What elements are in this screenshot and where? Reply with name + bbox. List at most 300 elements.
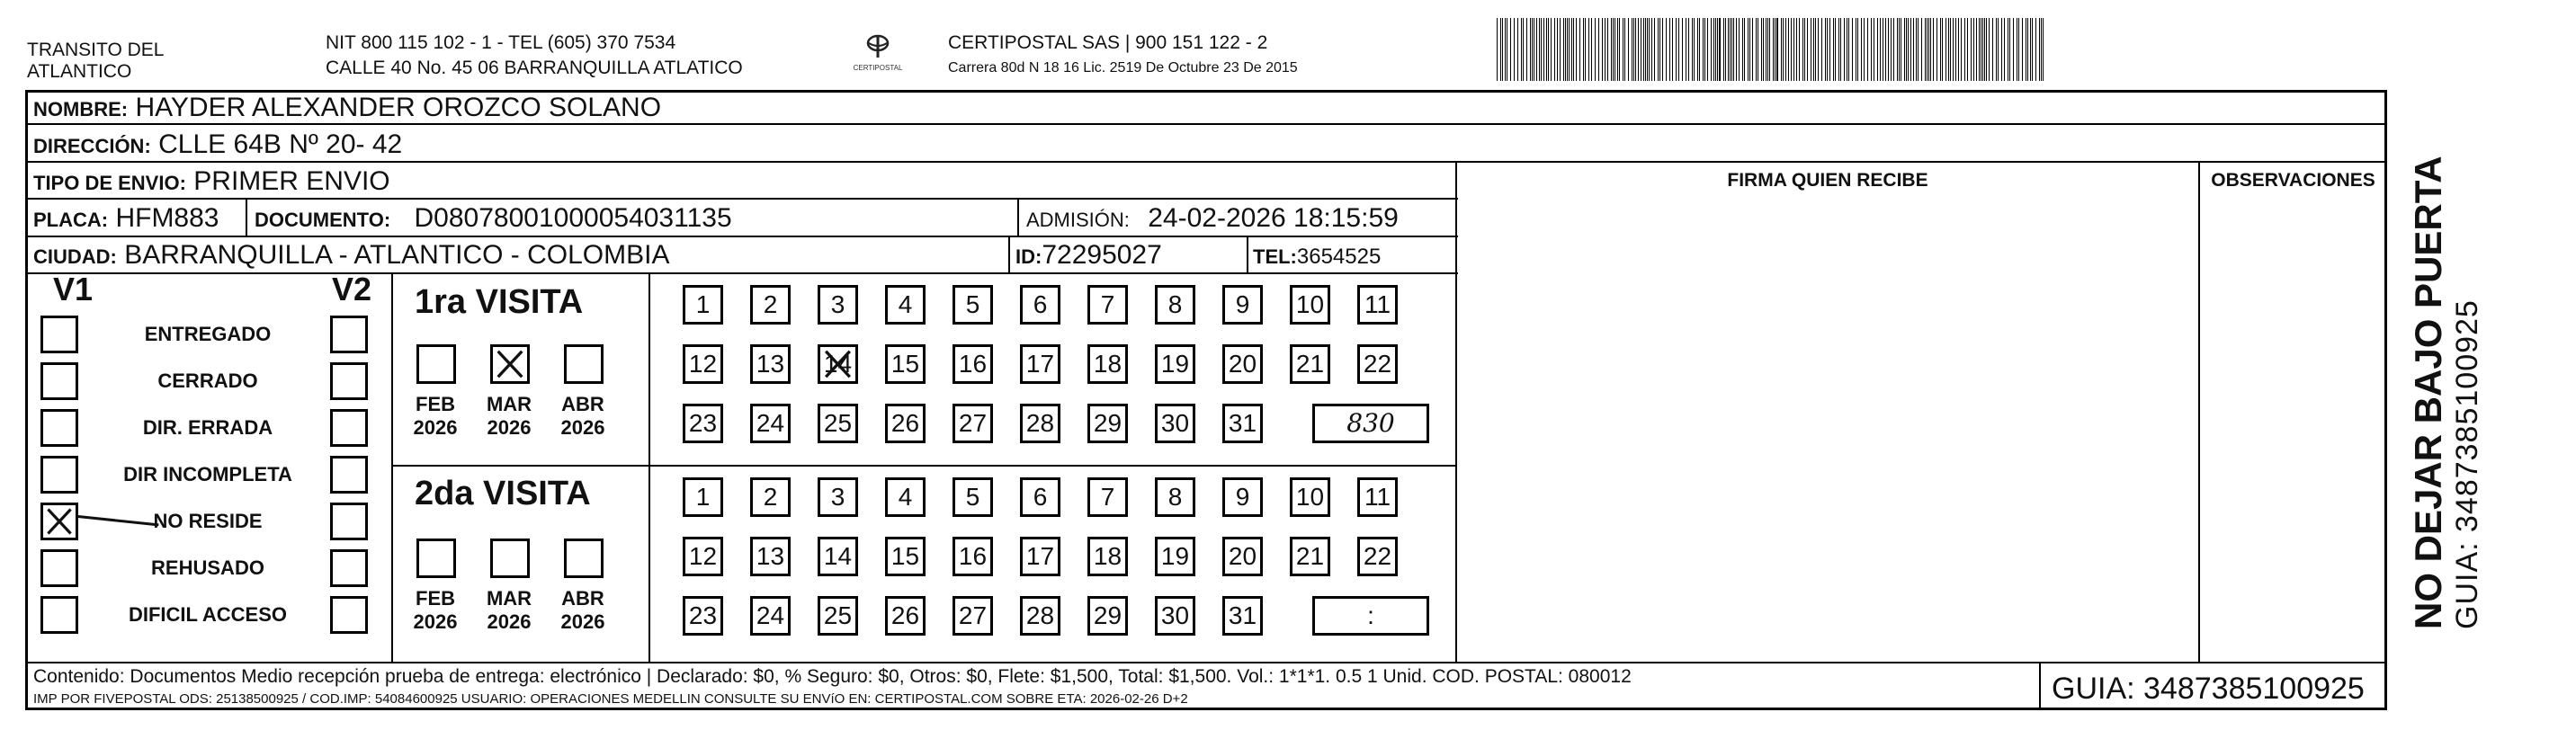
barcode-bar — [1502, 18, 1503, 81]
barcode-bar — [1838, 18, 1839, 81]
barcode-bar — [2030, 18, 2031, 81]
day-box[interactable]: 29 — [1087, 404, 1128, 443]
certipostal-logo — [853, 32, 903, 79]
day-box[interactable]: 28 — [1020, 596, 1060, 636]
barcode-bar — [1643, 18, 1644, 81]
barcode-bar — [1936, 18, 1937, 81]
barcode-bar — [1942, 18, 1943, 81]
barcode-bar — [1728, 18, 1729, 81]
nit-line: NIT 800 115 102 - 1 - TEL (605) 370 7534 — [326, 32, 676, 53]
month-name: ABR — [561, 393, 604, 415]
day-box[interactable]: 1 — [683, 477, 723, 517]
barcode-bar — [1973, 18, 1974, 81]
status-checkbox-v1[interactable] — [40, 316, 78, 353]
day-box[interactable]: 1 — [683, 285, 723, 325]
day-box[interactable]: 24 — [750, 404, 791, 443]
barcode-bar — [1649, 18, 1650, 81]
barcode-bar — [1933, 18, 1934, 81]
status-checkbox-v2[interactable] — [330, 362, 368, 400]
barcode-bar — [1672, 18, 1673, 81]
tipo-envio-field — [33, 167, 390, 198]
month-checkbox[interactable] — [416, 344, 456, 384]
barcode-bar — [1893, 18, 1894, 81]
barcode-bar — [2027, 18, 2028, 81]
barcode-bar — [1719, 18, 1721, 81]
barcode-bar — [1908, 18, 1909, 81]
sender-info — [326, 32, 743, 79]
barcode-bar — [1546, 18, 1547, 81]
barcode-bar — [1565, 18, 1566, 81]
barcode-bar — [1588, 18, 1589, 81]
month-label — [404, 587, 467, 634]
month-checkbox[interactable] — [564, 344, 604, 384]
status-label: DIFICIL ACCESO — [128, 603, 287, 626]
status-checkbox-v2[interactable] — [330, 503, 368, 540]
check-mark-icon — [43, 505, 76, 538]
sender-line-1: TRANSITO DEL — [27, 40, 165, 60]
barcode-bar — [1583, 18, 1584, 81]
day-box[interactable]: 27 — [953, 596, 993, 636]
documento-value: D08078001000054031135 — [414, 203, 732, 233]
barcode-bar — [1560, 18, 1561, 81]
barcode-bar — [1897, 18, 1898, 81]
month-label — [551, 393, 614, 440]
nombre-label: NOMBRE: — [33, 98, 129, 120]
barcode-bar — [1852, 18, 1853, 81]
day-box[interactable]: 2 — [750, 477, 791, 517]
barcode-bar — [1551, 18, 1552, 81]
barcode-bar — [1945, 18, 1946, 81]
barcode-bar — [1602, 18, 1603, 81]
tel-value: 3654525 — [1296, 245, 1382, 269]
day-box[interactable]: 31 — [1222, 596, 1263, 636]
barcode-bar — [1704, 18, 1705, 81]
barcode-bar — [1864, 18, 1865, 81]
ciudad-field — [33, 241, 669, 272]
month-checkbox[interactable] — [490, 344, 530, 384]
barcode-bar — [1781, 18, 1782, 81]
status-checkbox-v2[interactable] — [330, 409, 368, 447]
day-box[interactable]: 26 — [885, 596, 926, 636]
direccion-value: CLLE 64B Nº 20- 42 — [158, 129, 403, 159]
barcode-bar — [1651, 18, 1652, 81]
barcode-bar — [1906, 18, 1907, 81]
barcode-bar — [1723, 18, 1724, 81]
barcode-bar — [2018, 18, 2019, 81]
barcode-bar — [1711, 18, 1712, 81]
barcode-bar — [1807, 18, 1808, 81]
day-box[interactable]: 6 — [1020, 477, 1060, 517]
barcode-bar — [1500, 18, 1501, 81]
check-mark-icon — [493, 347, 527, 381]
barcode-bar — [1796, 18, 1797, 81]
barcode-bar — [1505, 18, 1506, 81]
day-box[interactable]: 13 — [750, 344, 791, 384]
day-box[interactable]: 15 — [885, 537, 926, 576]
barcode-bar — [1514, 18, 1515, 81]
barcode-bar — [1749, 18, 1750, 81]
barcode-bar — [1821, 18, 1822, 81]
barcode-bar — [1891, 18, 1892, 81]
tel-label: TEL: — [1253, 245, 1297, 268]
barcode-bar — [1543, 18, 1544, 81]
barcode-bar — [1913, 18, 1914, 81]
barcode-bar — [1569, 18, 1570, 81]
barcode-bar — [1948, 18, 1949, 81]
month-name: FEB — [416, 587, 455, 610]
day-box[interactable]: 17 — [1020, 537, 1060, 576]
day-box[interactable]: 10 — [1290, 285, 1330, 325]
barcode-bar — [2022, 18, 2023, 81]
barcode-bar — [1763, 18, 1764, 81]
barcode-bar — [1605, 18, 1606, 81]
barcode-bar — [1678, 18, 1679, 81]
day-box[interactable]: 11 — [1357, 477, 1398, 517]
direccion-label: DIRECCIÓN: — [33, 135, 151, 157]
barcode-bar — [1607, 18, 1608, 81]
day-box[interactable]: 4 — [885, 477, 926, 517]
day-box[interactable]: 17 — [1020, 344, 1060, 384]
status-checkbox-v2[interactable] — [330, 549, 368, 587]
day-box[interactable]: 16 — [953, 344, 993, 384]
direccion-field — [33, 130, 402, 161]
barcode-bar — [1617, 18, 1618, 81]
barcode-bar — [1666, 18, 1667, 81]
barcode-bar — [1725, 18, 1726, 81]
month-year: 2026 — [413, 610, 458, 633]
barcode-bar — [1638, 18, 1639, 81]
day-box[interactable]: 3 — [818, 477, 858, 517]
barcode — [1495, 18, 2053, 83]
status-checkbox-v1[interactable] — [40, 456, 78, 494]
month-year: 2026 — [560, 610, 605, 633]
barcode-bar — [1707, 18, 1708, 81]
barcode-bar — [1961, 18, 1962, 81]
admision-field — [1026, 204, 1399, 235]
sender-line-2: ATLANTICO — [27, 61, 132, 82]
barcode-bar — [1918, 18, 1919, 81]
v2-label: V2 — [332, 271, 372, 307]
tel-field — [1253, 241, 1381, 272]
barcode-bar — [1833, 18, 1834, 81]
barcode-bar — [1827, 18, 1828, 81]
barcode-bar — [2032, 18, 2033, 81]
day-box[interactable]: 20 — [1222, 344, 1263, 384]
barcode-bar — [1967, 18, 1968, 81]
barcode-bar — [1624, 18, 1625, 81]
first-visit-title: 1ra VISITA — [415, 283, 584, 321]
barcode-bar — [1548, 18, 1549, 81]
admision-label: ADMISIÓN: — [1026, 209, 1130, 231]
day-box[interactable]: 14 — [818, 537, 858, 576]
barcode-bar — [1699, 18, 1700, 81]
barcode-bar — [1748, 18, 1749, 81]
status-label: ENTREGADO — [144, 323, 272, 345]
day-box[interactable]: 8 — [1155, 477, 1195, 517]
barcode-bar — [1840, 18, 1841, 81]
status-checkbox-v2[interactable] — [330, 456, 368, 494]
id-value: 72295027 — [1042, 240, 1162, 270]
day-box[interactable]: 31 — [1222, 404, 1263, 443]
barcode-bar — [1517, 18, 1518, 81]
day-box[interactable]: 30 — [1155, 596, 1195, 636]
barcode-bar — [1829, 18, 1830, 81]
barcode-bar — [1662, 18, 1663, 81]
barcode-bar — [1984, 18, 1985, 81]
status-checkbox-v1[interactable] — [40, 503, 78, 540]
ciudad-label: CIUDAD: — [33, 245, 117, 268]
day-box[interactable]: 12 — [683, 537, 723, 576]
barcode-bar — [1554, 18, 1555, 81]
barcode-bar — [1715, 18, 1716, 81]
barcode-bar — [1971, 18, 1972, 81]
day-box[interactable]: 27 — [953, 404, 993, 443]
firma-label: FIRMA QUIEN RECIBE — [1727, 170, 1928, 191]
day-box[interactable]: 19 — [1155, 344, 1195, 384]
barcode-bar — [1976, 18, 1977, 81]
address-line: CALLE 40 No. 45 06 BARRANQUILLA ATLATICO — [326, 58, 743, 78]
barcode-bar — [1744, 18, 1745, 81]
side-text — [2407, 126, 2484, 629]
day-box[interactable]: 18 — [1087, 537, 1128, 576]
barcode-bar — [1557, 18, 1558, 81]
barcode-bar — [1904, 18, 1905, 81]
day-box[interactable]: 10 — [1290, 477, 1330, 517]
license-line: Carrera 80d N 18 16 Lic. 2519 De Octubre 23 De 2015 — [948, 60, 1298, 76]
barcode-bar — [1541, 18, 1542, 81]
month-checkbox[interactable] — [564, 539, 604, 578]
barcode-bar — [1773, 18, 1774, 81]
barcode-bar — [1536, 18, 1537, 81]
barcode-bar — [1585, 18, 1586, 81]
barcode-bar — [1871, 18, 1872, 81]
day-box[interactable]: 21 — [1290, 537, 1330, 576]
day-box[interactable]: 20 — [1222, 537, 1263, 576]
day-box[interactable]: 23 — [683, 596, 723, 636]
status-checkbox-v1[interactable] — [40, 362, 78, 400]
barcode-bar — [1761, 18, 1762, 81]
barcode-bar — [2035, 18, 2036, 81]
month-name: FEB — [416, 393, 455, 415]
status-checkbox-v1[interactable] — [40, 549, 78, 587]
logo-icon — [860, 32, 896, 59]
day-box[interactable]: 22 — [1357, 537, 1398, 576]
barcode-bar — [1614, 18, 1615, 81]
barcode-bar — [2039, 18, 2040, 81]
barcode-bar — [1979, 18, 1980, 81]
day-box[interactable]: 25 — [818, 404, 858, 443]
day-box[interactable]: 29 — [1087, 596, 1128, 636]
barcode-bar — [1694, 18, 1695, 81]
day-box[interactable]: 5 — [953, 285, 993, 325]
month-label — [551, 587, 614, 634]
barcode-bar — [1899, 18, 1900, 81]
barcode-bar — [1742, 18, 1743, 81]
barcode-bar — [1880, 18, 1881, 81]
barcode-bar — [1867, 18, 1868, 81]
month-checkbox[interactable] — [490, 539, 530, 578]
observaciones-label: OBSERVACIONES — [2211, 170, 2375, 191]
placa-label: PLACA: — [33, 209, 109, 231]
status-checkbox-v2[interactable] — [330, 316, 368, 353]
day-box[interactable]: 2 — [750, 285, 791, 325]
day-box[interactable]: 11 — [1357, 285, 1398, 325]
day-box[interactable]: 19 — [1155, 537, 1195, 576]
barcode-bar — [1930, 18, 1931, 81]
barcode-bar — [1861, 18, 1862, 81]
barcode-bar — [2004, 18, 2005, 81]
barcode-bar — [1497, 18, 1498, 81]
barcode-bar — [2009, 18, 2010, 81]
status-label: DIR INCOMPLETA — [123, 463, 292, 485]
status-label: NO RESIDE — [153, 510, 263, 532]
tipo-label: TIPO DE ENVIO: — [33, 172, 186, 194]
barcode-bar — [1916, 18, 1917, 81]
barcode-bar — [1692, 18, 1693, 81]
barcode-bar — [1885, 18, 1886, 81]
day-box[interactable]: 9 — [1222, 477, 1263, 517]
barcode-bar — [1788, 18, 1789, 81]
barcode-bar — [1989, 18, 1990, 81]
day-box[interactable]: 8 — [1155, 285, 1195, 325]
day-box[interactable]: 25 — [818, 596, 858, 636]
barcode-bar — [1791, 18, 1792, 81]
month-label — [478, 393, 541, 440]
ciudad-value: BARRANQUILLA - ATLANTICO - COLOMBIA — [124, 240, 670, 270]
day-box[interactable]: 9 — [1222, 285, 1263, 325]
barcode-bar — [1688, 18, 1689, 81]
barcode-bar — [1510, 18, 1511, 81]
barcode-bar — [1613, 18, 1614, 81]
barcode-bar — [1756, 18, 1757, 81]
month-year: 2026 — [487, 610, 532, 633]
day-box[interactable]: 22 — [1357, 344, 1398, 384]
barcode-bar — [1731, 18, 1732, 81]
barcode-bar — [1730, 18, 1731, 81]
barcode-bar — [1802, 18, 1803, 81]
barcode-bar — [1739, 18, 1740, 81]
logo-text: CERTIPOSTAL — [853, 64, 903, 72]
status-label: DIR. ERRADA — [142, 416, 273, 439]
barcode-bar — [1921, 18, 1922, 81]
barcode-bar — [1982, 18, 1983, 81]
barcode-bar — [1619, 18, 1620, 81]
barcode-bar — [1940, 18, 1941, 81]
placa-field — [33, 204, 219, 235]
barcode-bar — [2001, 18, 2002, 81]
barcode-bar — [1996, 18, 1997, 81]
placa-value: HFM883 — [115, 203, 219, 233]
tipo-value: PRIMER ENVIO — [193, 166, 390, 196]
barcode-bar — [1654, 18, 1655, 81]
time-field-second[interactable]: : — [1312, 596, 1429, 636]
month-checkbox[interactable] — [416, 539, 456, 578]
day-box[interactable]: 26 — [885, 404, 926, 443]
barcode-bar — [1659, 18, 1660, 81]
barcode-bar — [1835, 18, 1836, 81]
barcode-bar — [1955, 18, 1956, 81]
barcode-bar — [1877, 18, 1878, 81]
v1-label: V1 — [53, 271, 94, 307]
barcode-bar — [1818, 18, 1819, 81]
barcode-bar — [1530, 18, 1531, 81]
day-box[interactable]: 30 — [1155, 404, 1195, 443]
barcode-bar — [1844, 18, 1845, 81]
status-label: CERRADO — [157, 369, 258, 392]
month-year: 2026 — [487, 416, 532, 439]
admision-value: 24-02-2026 18:15:59 — [1148, 203, 1399, 233]
time-field-first[interactable]: 830 — [1312, 404, 1429, 443]
day-box[interactable]: 12 — [683, 344, 723, 384]
barcode-bar — [1563, 18, 1564, 81]
barcode-bar — [1645, 18, 1646, 81]
day-box[interactable]: 7 — [1087, 285, 1128, 325]
day-box[interactable]: 24 — [750, 596, 791, 636]
day-box[interactable]: 7 — [1087, 477, 1128, 517]
month-name: ABR — [561, 587, 604, 610]
barcode-bar — [1804, 18, 1805, 81]
barcode-bar — [1767, 18, 1768, 81]
status-checkbox-v2[interactable] — [330, 596, 368, 634]
day-box[interactable]: 14 — [818, 344, 858, 384]
barcode-bar — [1825, 18, 1826, 81]
barcode-bar — [1950, 18, 1951, 81]
status-checkbox-v1[interactable] — [40, 596, 78, 634]
sender-name — [27, 40, 164, 83]
barcode-bar — [1521, 18, 1522, 81]
day-box[interactable]: 5 — [953, 477, 993, 517]
barcode-bar — [1628, 18, 1629, 81]
barcode-bar — [2043, 18, 2044, 81]
barcode-bar — [1682, 18, 1683, 81]
barcode-bar — [1815, 18, 1816, 81]
barcode-bar — [1676, 18, 1677, 81]
barcode-bar — [1986, 18, 1987, 81]
documento-label: DOCUMENTO: — [255, 209, 391, 231]
barcode-bar — [1776, 18, 1778, 81]
day-box[interactable]: 18 — [1087, 344, 1128, 384]
barcode-bar — [1766, 18, 1767, 81]
barcode-bar — [1703, 18, 1704, 81]
day-box[interactable]: 3 — [818, 285, 858, 325]
barcode-bar — [1532, 18, 1533, 81]
day-box[interactable]: 6 — [1020, 285, 1060, 325]
barcode-bar — [1573, 18, 1574, 81]
barcode-bar — [1998, 18, 1999, 81]
status-checkbox-v1[interactable] — [40, 409, 78, 447]
barcode-bar — [1992, 18, 1993, 81]
barcode-bar — [2041, 18, 2042, 81]
imp-text: IMP POR FIVEPOSTAL ODS: 25138500925 / COD.IMP: 54084600925 USUARIO: OPERACIONES MEDELLIN CONSULTE SU ENVíO EN: CERTIPOSTAL.COM SOBRE ETA: 2026-02-26 D+2 — [33, 691, 1188, 707]
day-box[interactable]: 23 — [683, 404, 723, 443]
nombre-value: HAYDER ALEXANDER OROZCO SOLANO — [135, 93, 662, 122]
barcode-bar — [1857, 18, 1858, 81]
barcode-bar — [1591, 18, 1592, 81]
guia-number: GUIA: 3487385100925 — [2052, 672, 2365, 706]
day-box[interactable]: 4 — [885, 285, 926, 325]
barcode-bar — [1611, 18, 1612, 81]
barcode-bar — [1669, 18, 1670, 81]
barcode-bar — [1793, 18, 1794, 81]
barcode-bar — [1925, 18, 1926, 81]
barcode-bar — [1571, 18, 1572, 81]
day-box[interactable]: 16 — [953, 537, 993, 576]
side-warning: NO DEJAR BAJO PUERTA — [2407, 156, 2449, 629]
day-box[interactable]: 13 — [750, 537, 791, 576]
day-box[interactable]: 21 — [1290, 344, 1330, 384]
day-box[interactable]: 28 — [1020, 404, 1060, 443]
day-box[interactable]: 15 — [885, 344, 926, 384]
